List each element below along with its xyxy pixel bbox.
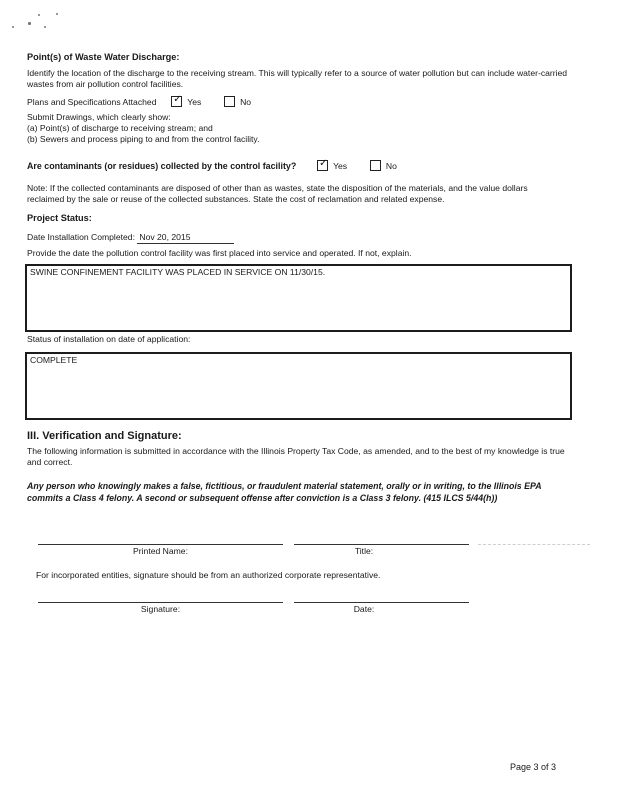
title-label: Title:	[354, 546, 374, 556]
project-status-heading: Project Status:	[27, 213, 92, 223]
scan-speck	[28, 22, 31, 25]
contaminants-yes-label: Yes	[333, 161, 348, 171]
date-label: Date:	[353, 604, 375, 614]
plans-label: Plans and Specifications Attached	[27, 97, 157, 107]
contaminants-no-label: No	[385, 161, 397, 171]
status-answer-text: COMPLETE	[30, 355, 78, 365]
contaminants-no-checkbox[interactable]	[370, 160, 381, 171]
submit-item-a: (a) Point(s) of discharge to receiving stream; and	[27, 123, 213, 133]
submit-intro: Submit Drawings, which clearly show:	[27, 112, 171, 122]
discharge-heading: Point(s) of Waste Water Discharge:	[27, 52, 180, 62]
contaminants-question: Are contaminants (or residues) collected by the control facility?	[27, 161, 297, 171]
scan-speck	[44, 26, 46, 28]
page-number: Page 3 of 3	[510, 762, 557, 772]
printed-name-label: Printed Name:	[133, 546, 188, 556]
service-answer-box[interactable]	[25, 264, 572, 332]
title-line[interactable]	[294, 544, 469, 545]
plans-no-label: No	[240, 97, 252, 107]
printed-name-line[interactable]	[38, 544, 283, 545]
date-completed-label: Date Installation Completed:	[27, 232, 135, 242]
submit-item-b: (b) Sewers and process piping to and from the control facility.	[27, 134, 260, 144]
date-completed-value[interactable]: Nov 20, 2015	[137, 232, 234, 244]
contaminants-yes-checkbox[interactable]	[317, 160, 328, 171]
plans-yes-label: Yes	[187, 97, 202, 107]
scan-speck	[56, 13, 58, 15]
verification-heading: III. Verification and Signature:	[27, 430, 182, 442]
contaminants-note: Note: If the collected contaminants are disposed of other than as wastes, state the disposition of the materials, and the value dollars reclaimed by the sale or reuse of the collected substances. State the cost of reclamation and related expense.	[27, 183, 528, 204]
signature-line[interactable]	[38, 602, 283, 603]
date-completed-row	[27, 232, 234, 244]
felony-warning: Any person who knowingly makes a false, fictitious, or fraudulent material statement, orally or in writing, to the Illinois EPA commits a Class 4 felony. A second or subsequent offense after conviction is a Class 3 felony. (415 ILCS 5/44(h))	[27, 481, 542, 503]
verification-statement: The following information is submitted in accordance with the Illinois Property Tax Code, as amended, and to the best of my knowledge is true and correct.	[27, 446, 565, 467]
plans-row	[27, 96, 587, 108]
contaminants-row	[27, 160, 587, 172]
plans-yes-checkbox[interactable]	[171, 96, 182, 107]
service-answer-text: SWINE CONFINEMENT FACILITY WAS PLACED IN SERVICE ON 11/30/15.	[30, 267, 326, 277]
corporate-note: For incorporated entities, signature should be from an authorized corporate representative.	[36, 570, 381, 580]
plans-no-checkbox[interactable]	[224, 96, 235, 107]
discharge-instructions: Identify the location of the discharge to the receiving stream. This will typically refer to a source of water pollution but can include water-carried wastes from air pollution control facilities.	[27, 68, 568, 89]
date-line[interactable]	[294, 602, 469, 603]
signature-label: Signature:	[140, 604, 181, 614]
status-answer-box[interactable]	[25, 352, 572, 420]
status-prompt: Status of installation on date of application:	[27, 334, 191, 344]
faint-scan-line	[478, 544, 590, 545]
service-prompt: Provide the date the pollution control facility was first placed into service and operated. If not, explain.	[27, 248, 412, 258]
scan-speck	[12, 26, 14, 28]
scan-speck	[38, 14, 40, 16]
